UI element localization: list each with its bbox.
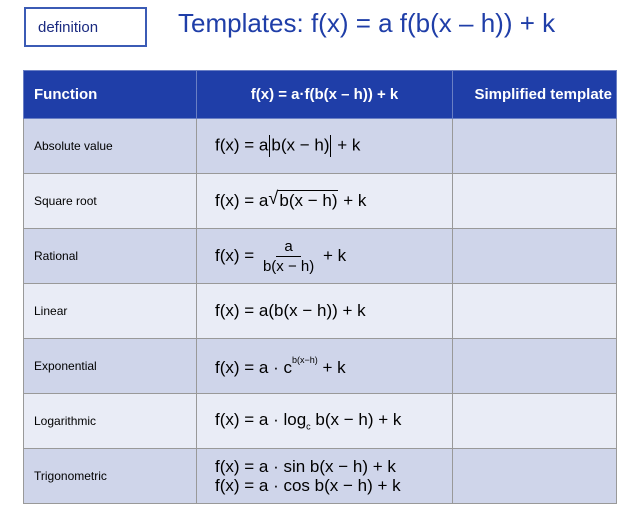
formula-exponential — [197, 339, 453, 394]
header-formula: f(x) = a·f(b(x – h)) + k — [197, 71, 453, 119]
table-row — [24, 449, 617, 504]
formula-text: + k — [337, 135, 361, 155]
header-function: Function — [24, 71, 197, 119]
header-row — [24, 71, 617, 119]
denominator: b(x − h) — [262, 257, 315, 275]
formula-sqrt — [197, 174, 453, 229]
function-name: Logarithmic — [24, 394, 197, 449]
simplified-cell[interactable] — [453, 119, 617, 174]
simplified-cell[interactable] — [453, 394, 617, 449]
formula-text: f(x) = a · log — [215, 410, 307, 430]
formula-text: f(x) = a — [215, 135, 269, 155]
fraction — [263, 238, 314, 275]
sqrt-icon: √ — [268, 188, 279, 208]
formula-text: b(x − h) + k — [315, 410, 402, 430]
log-base: c — [306, 421, 311, 432]
table-row — [24, 394, 617, 449]
table-row — [24, 174, 617, 229]
formula-text: b(x − h) — [271, 135, 330, 155]
formula-sin: f(x) = a · sin b(x − h) + k — [215, 457, 396, 476]
formula-text: f(x) = — [215, 245, 255, 265]
table-row — [24, 284, 617, 339]
function-name: Square root — [24, 174, 197, 229]
simplified-cell[interactable] — [453, 339, 617, 394]
formula-text: f(x) = a — [215, 191, 269, 210]
function-name: Rational — [24, 229, 197, 284]
simplified-cell[interactable] — [453, 284, 617, 339]
table-row — [24, 119, 617, 174]
formula-trigonometric — [197, 449, 453, 504]
formula-rational — [197, 229, 453, 284]
formula-text: f(x) = a · c — [215, 357, 292, 377]
formula-absolute — [197, 119, 453, 174]
page-title: Templates: f(x) = a f(b(x – h)) + k — [178, 8, 556, 38]
simplified-cell[interactable] — [453, 174, 617, 229]
abs-bar-right — [330, 135, 331, 157]
simplified-cell[interactable] — [453, 449, 617, 504]
function-name: Absolute value — [24, 119, 197, 174]
function-name: Exponential — [24, 339, 197, 394]
formula-logarithmic — [197, 394, 453, 449]
numerator: a — [276, 238, 300, 257]
formula-linear: f(x) = a(b(x − h)) + k — [197, 284, 453, 339]
function-name: Linear — [24, 284, 197, 339]
formula-text: + k — [343, 191, 367, 210]
formula-cos: f(x) = a · cos b(x − h) + k — [215, 476, 401, 495]
function-name: Trigonometric — [24, 449, 197, 504]
formula-text: + k — [322, 245, 347, 265]
definition-tag: definition — [24, 7, 147, 47]
header-simplified: Simplified template — [453, 71, 617, 119]
formula-text: + k — [322, 357, 346, 377]
exponent: b(x−h) — [291, 354, 318, 365]
formula-text: b(x − h) — [279, 191, 338, 210]
table-row — [24, 339, 617, 394]
sqrt-radical — [268, 188, 338, 211]
simplified-cell[interactable] — [453, 229, 617, 284]
table-row — [24, 229, 617, 284]
templates-table — [23, 70, 617, 504]
